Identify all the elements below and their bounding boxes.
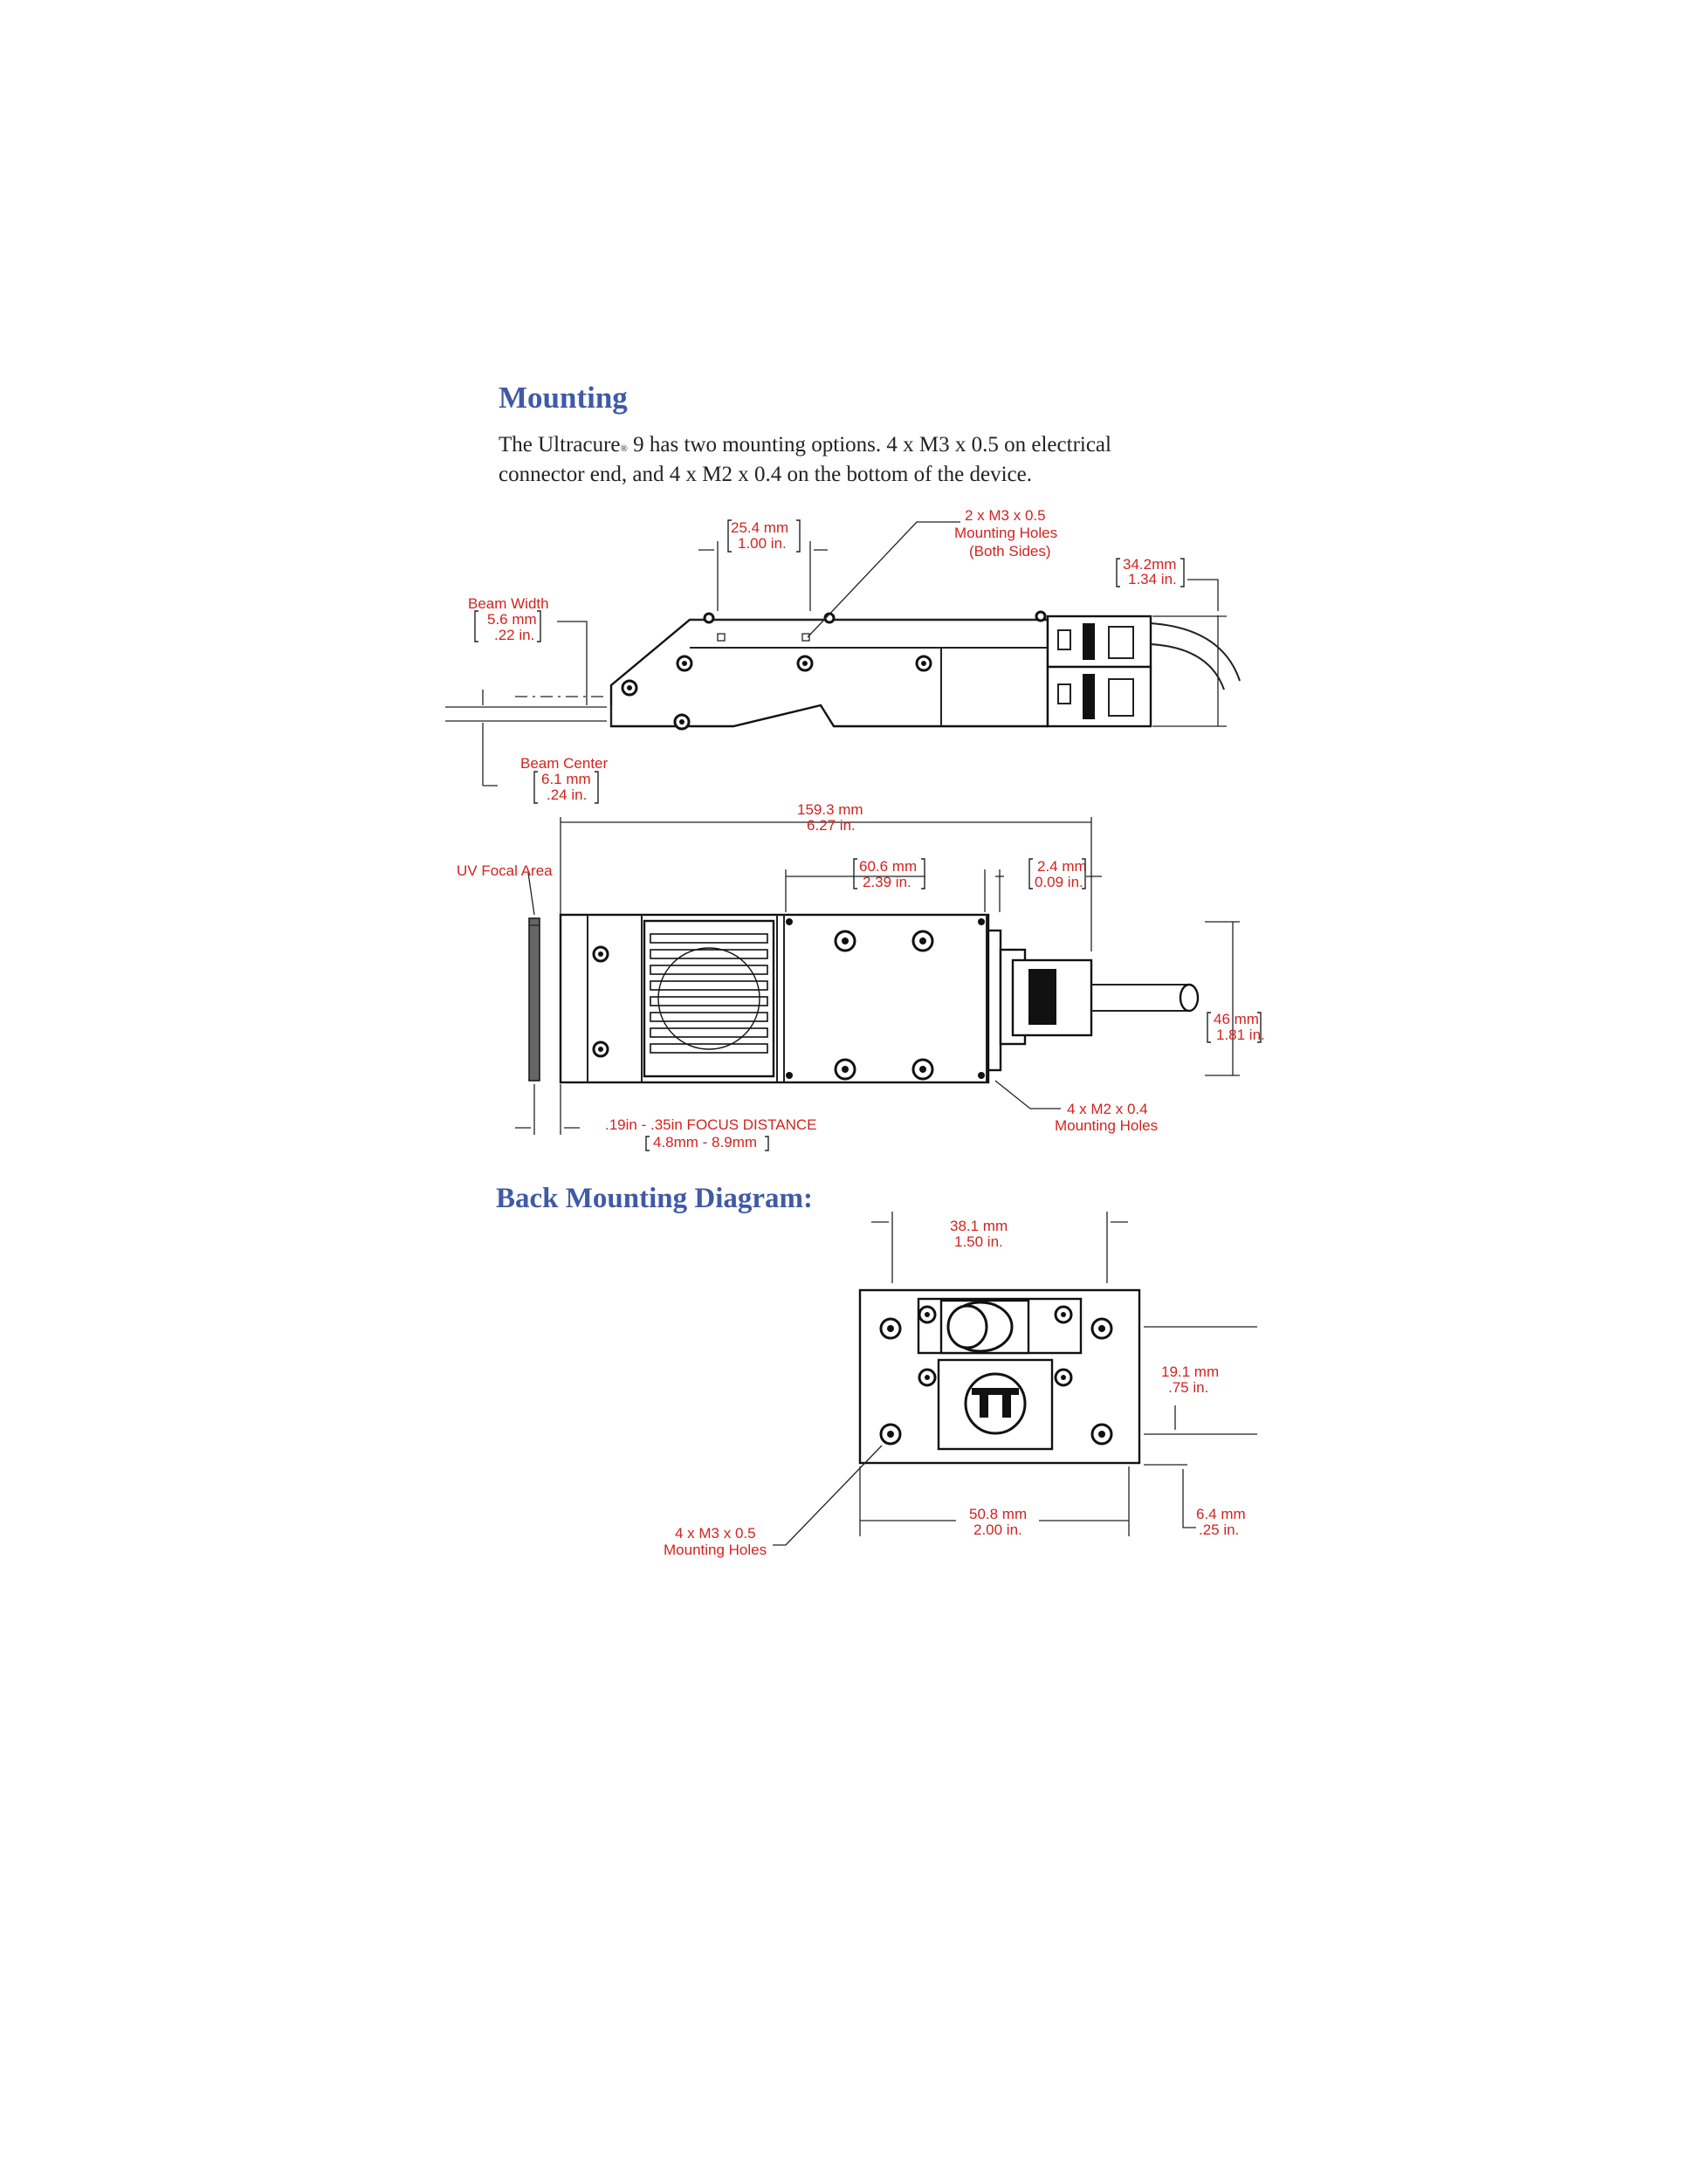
top-width-in: 1.81 in. — [1216, 1027, 1265, 1043]
side-beam-center-in: .24 in. — [547, 786, 588, 803]
top-length-mm: 159.3 mm — [797, 801, 863, 818]
top-mid-in: 2.39 in. — [863, 874, 911, 890]
side-holes-l1: 2 x M3 x 0.5 — [965, 507, 1046, 524]
top-length-in: 6.27 in. — [807, 817, 856, 834]
back-top-mm: 38.1 mm — [950, 1218, 1008, 1234]
side-d1-in: 1.00 in. — [738, 535, 787, 552]
side-beam-center-mm: 6.1 mm — [541, 771, 591, 787]
top-bottom-holes-l2: Mounting Holes — [1055, 1117, 1159, 1134]
back-right-mm: 19.1 mm — [1161, 1363, 1220, 1380]
side-holes-l2: Mounting Holes — [954, 525, 1058, 541]
registered-mark: ® — [620, 443, 628, 454]
side-height-mm: 34.2mm — [1123, 556, 1177, 573]
top-mid-mm: 60.6 mm — [859, 858, 918, 875]
side-beam-center-label: Beam Center — [520, 755, 609, 772]
side-d1-mm: 25.4 mm — [731, 519, 789, 536]
top-small-in: 0.09 in. — [1035, 874, 1083, 890]
back-top-in: 1.50 in. — [954, 1233, 1003, 1250]
back-holes-l1: 4 x M3 x 0.5 — [675, 1525, 756, 1542]
top-uv-focal-area: UV Focal Area — [457, 862, 553, 879]
top-focus-mm: 4.8mm - 8.9mm — [653, 1134, 758, 1150]
back-right-in: .75 in. — [1168, 1379, 1209, 1396]
back-bottom-in: 2.00 in. — [973, 1521, 1022, 1538]
intro-line-2: connector end, and 4 x M2 x 0.4 on the bottom of the device. — [499, 463, 1032, 486]
side-beam-width-mm: 5.6 mm — [487, 611, 537, 628]
top-small-mm: 2.4 mm — [1037, 858, 1087, 875]
side-holes-l3: (Both Sides) — [969, 543, 1051, 560]
side-beam-width-in: .22 in. — [494, 627, 535, 643]
side-view-drawing — [445, 522, 1240, 786]
side-beam-width-label: Beam Width — [468, 595, 549, 612]
intro-line1-a: The Ultracure — [499, 433, 621, 457]
section-heading-back-mounting: Back Mounting Diagram: — [496, 1183, 813, 1214]
back-offset-in: .25 in. — [1199, 1521, 1240, 1538]
top-bottom-holes-l1: 4 x M2 x 0.4 — [1067, 1101, 1148, 1117]
top-width-mm: 46 mm — [1214, 1011, 1259, 1027]
back-holes-l2: Mounting Holes — [664, 1542, 767, 1558]
back-bottom-mm: 50.8 mm — [969, 1506, 1028, 1522]
back-offset-mm: 6.4 mm — [1196, 1506, 1246, 1522]
section-heading-mounting: Mounting — [499, 381, 628, 415]
intro-line1-b: 9 has two mounting options. 4 x M3 x 0.5 on electrical — [627, 433, 1111, 457]
top-focus-in: .19in - .35in FOCUS DISTANCE — [605, 1116, 817, 1133]
side-height-in: 1.34 in. — [1128, 571, 1177, 587]
